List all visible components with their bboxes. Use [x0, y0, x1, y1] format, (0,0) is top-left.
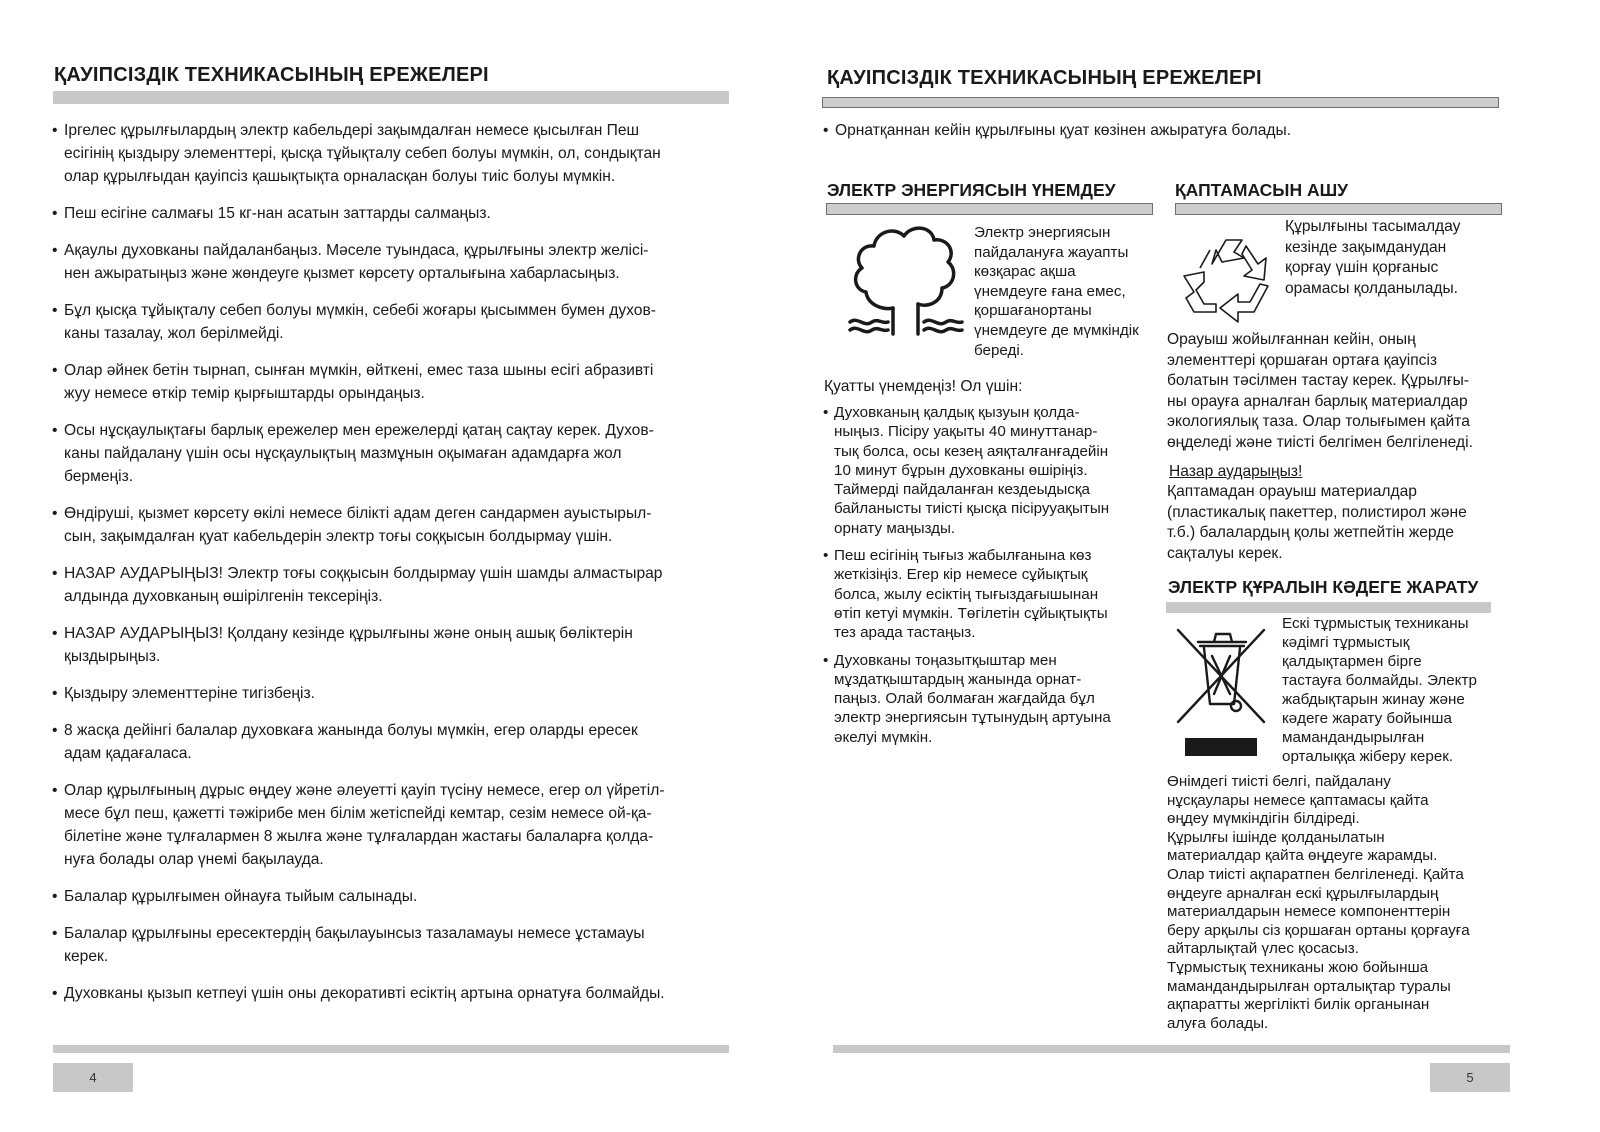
- right-title-bar: [822, 97, 1499, 108]
- list-item: • Қыздыру элементтеріне тигізбеңіз.: [52, 682, 742, 705]
- recycle-arrows-icon: [1180, 228, 1284, 328]
- list-item: • Балалар құрылғыны ересектердің бақылауынсыз тазаламауы немесе ұстамауы керек.: [52, 922, 742, 968]
- list-item: • Олар құрылғының дұрыс өңдеу және әлеуетті қауіп түсіну немесе, егер ол үйретіл- месе бұл пеш, қажетті тәжірибе мен білім жетіспейді кемтар, сезім немесе ой-қа- білетіне және тұлғалармен 8 жылға және тұлғалардан жастағы балаларға қолда- нуға болады олар үнемі бақылауда.: [52, 779, 742, 871]
- unpacking-icon-text: Құрылғыны тасымалдау кезінде зақымданудан қорғау үшін қорғаныс орамасы қолданылады.: [1285, 218, 1461, 297]
- energy-title-bar: [826, 203, 1153, 215]
- right-page-title: ҚАУІПСІЗДІК ТЕХНИКАСЫНЫҢ ЕРЕЖЕЛЕРІ: [827, 67, 1262, 89]
- disposal-title-bar: [1166, 602, 1491, 613]
- list-item: • Олар әйнек бетін тырнап, сынған мүмкін, өйткені, емес таза шыны есігі абразивті жуу немесе өткір темір қырғыштарды орындаңыз.: [52, 359, 742, 405]
- list-item: • Бұл қысқа тұйықталу себеп болуы мүмкін, себебі жоғары қысыммен бумен духов- каны тазалау, жол берілмейді.: [52, 299, 742, 345]
- disposal-paragraph: Өнімдегі тиісті белгі, пайдалану нұсқаулары немесе қаптамасы қайта өңдеу мүмкіндігін білдіреді. Құрылғы ішінде қолданылатын материалдар қайта өңдеуге жарамды. Олар тиісті ақпаратпен белгіленеді. Қайта өңдеуге арналған ескі құрылғылардың материалдарын немесе компоненттерін беру арқылы сіз қоршаған ортаны қорғауға айтарлықтай үлес қосасыз. Тұрмыстық техниканы жою бойынша мамандандырылған орталықтар туралы ақпаратты жергілікті билік органынан алуға болады.: [1167, 773, 1470, 1032]
- list-item: • НАЗАР АУДАРЫҢЫЗ! Қолдану кезінде құрылғыны және оның ашық бөліктерін қыздырыңыз.: [52, 622, 742, 668]
- list-item: • Осы нұсқаулықтағы барлық ережелер мен ережелерді қатаң сақтау керек. Духов- каны пайдалану үшін осы нұсқаулықтың мазмұнын оқымаған адамдарға жол бермеңіз.: [52, 419, 742, 488]
- list-item: • Ақаулы духовканы пайдаланбаңыз. Мәселе туындаса, құрылғыны электр желісі- нен ажыратыңыз және жөндеуге қызмет көрсету орталығына хабарласыңыз.: [52, 239, 742, 285]
- disposal-section-title: ЭЛЕКТР ҚҰРАЛЫН КӘДЕГЕ ЖАРАТУ: [1168, 577, 1479, 597]
- unpacking-paragraph: Орауыш жойылғаннан кейін, оның элементтері қоршаған ортаға қауіпсіз болатын тәсілмен тастау керек. Құрылғы- ны орауға арналған барлық материалдар экологиялық таза. Олар толығымен қайта өңделеді және тиісті белгімен белгіленеді.: [1167, 331, 1473, 451]
- left-page-number: 4: [53, 1063, 133, 1092]
- list-item: • Өндіруші, қызмет көрсету өкілі немесе білікті адам деген сандармен ауыстырыл- сын, зақымдалған қуат кабельдерін электр тоғы соққысын болдырмау үшін.: [52, 502, 742, 548]
- tree-water-icon: [846, 218, 966, 340]
- attention-heading: Назар аударыңыз!: [1169, 463, 1303, 480]
- list-item: • Духовканы қызып кетпеуі үшін оны декоративті есіктің артына орнатуға болмайды.: [52, 982, 742, 1005]
- disposal-icon-text: Ескі тұрмыстық техниканы кәдімгі тұрмыстық қалдықтармен бірге тастауға болмайды. Электр жабдықтарын жинау және кәдеге жарату бойынша мамандандырылған орталыққа жіберу керек.: [1282, 615, 1477, 765]
- left-page-title: ҚАУІПСІЗДІК ТЕХНИКАСЫНЫҢ ЕРЕЖЕЛЕРІ: [54, 64, 489, 86]
- intro-bullet: • Орнатқаннан кейін құрылғыны қуат көзінен ажыратуға болады.: [823, 119, 1495, 142]
- energy-section-title: ЭЛЕКТР ЭНЕРГИЯСЫН ҮНЕМДЕУ: [827, 180, 1116, 200]
- right-footer-bar: [833, 1045, 1510, 1053]
- unpacking-section-title: ҚАПТАМАСЫН АШУ: [1175, 180, 1349, 200]
- list-item: • Пеш есігіне салмағы 15 кг-нан асатын заттарды салмаңыз.: [52, 202, 742, 225]
- attention-text: Қаптамадан орауыш материалдар (пластикалық пакеттер, полистирол және т.б.) балалардың қолы жетпейтін жерде сақталуы керек.: [1167, 483, 1467, 562]
- left-safety-list: [52, 119, 742, 1019]
- list-item: • 8 жасқа дейінгі балалар духовкаға жанында болуы мүмкін, егер оларды ересек адам қадағаласа.: [52, 719, 742, 765]
- energy-lead: Қуатты үнемдеңіз! Ол үшін:: [824, 378, 1023, 395]
- energy-tips-list: [823, 403, 1158, 755]
- list-item: • НАЗАР АУДАРЫҢЫЗ! Электр тоғы соққысын болдырмау үшін шамды алмастырар алдында духовканың өшірілгенін тексеріңіз.: [52, 562, 742, 608]
- crossed-out-wheelie-bin-icon: [1172, 622, 1272, 760]
- left-footer-bar: [53, 1045, 729, 1053]
- list-item: • Пеш есігінің тығыз жабылғанына көз жеткізіңіз. Егер кір немесе сұйықтық болса, жылу есіктің тығыздағышынан өтіп кетуі мүмкін. Төгілетін сұйықтықты тез арада тастаңыз.: [823, 546, 1158, 642]
- energy-icon-text: Электр энергиясын пайдалануға жауапты көзқарас ақша үнемдеуге ғана емес, қоршағанортаны үнемдеуге де мүмкіндік береді.: [974, 224, 1139, 359]
- left-title-bar: [53, 91, 729, 104]
- list-item: • Іргелес құрылғылардың электр кабельдері зақымдалған немесе қысылған Пеш есігінің қыздыру элементтері, қысқа тұйықталу себеп болуы мүмкін, ол, сондықтан олар құрылғыдан қауіпсіз қашықтықта орналасқан болуы тиіс болуы мүмкін.: [52, 119, 742, 188]
- right-page-number: 5: [1430, 1063, 1510, 1092]
- list-item: • Духовканы тоңазытқыштар мен мұздатқыштардың жанында орнат- паңыз. Олай болмаған жағдайда бұл электр энергиясын тұтынудың артуына әкелуі мүмкін.: [823, 651, 1158, 747]
- list-item: • Балалар құрылғымен ойнауға тыйым салынады.: [52, 885, 742, 908]
- unpacking-title-bar: [1175, 203, 1502, 215]
- list-item: • Духовканың қалдық қызуын қолда- ныңыз. Пісіру уақыты 40 минуттанар- тық болса, осы кезең аяқталғанғадейін 10 минут бұрын духовканы өшіріңіз. Таймерді пайдаланған кездеыдысқа байланысты тиісті қысқа пісірууақытын орнату маңызды.: [823, 403, 1158, 538]
